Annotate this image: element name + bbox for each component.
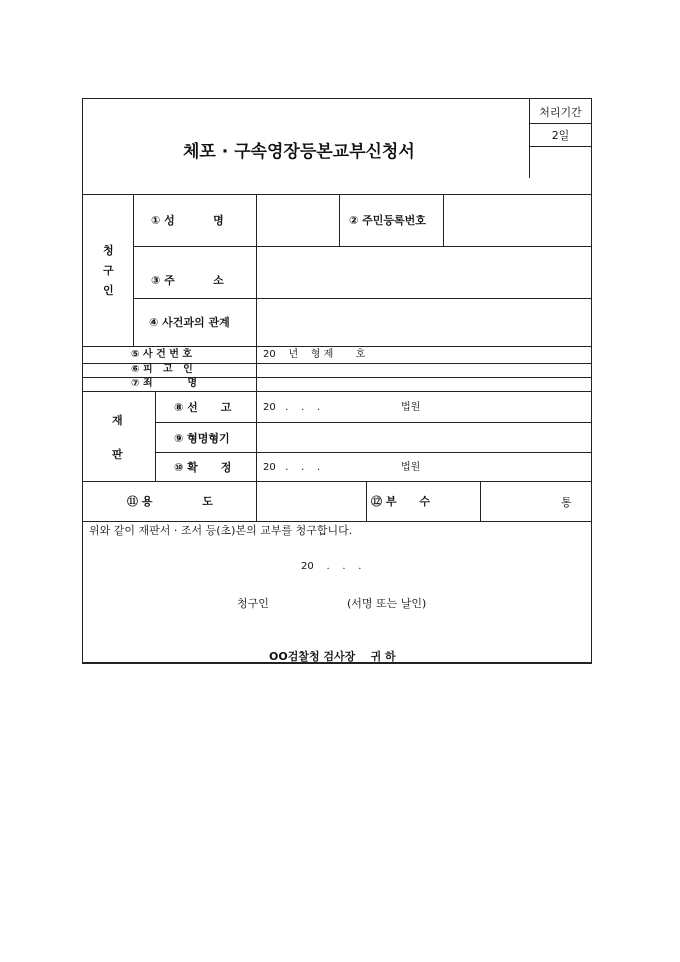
final-court-label: 법원 [401, 462, 421, 473]
processing-box-line [529, 146, 592, 147]
applicant-label-char: 구 [103, 264, 114, 277]
signature-label: 청구인 [237, 597, 269, 610]
signature-note: (서명 또는 날인) [347, 597, 427, 610]
trial-label-char: 판 [112, 448, 123, 461]
purpose-field[interactable] [257, 482, 366, 521]
copies-label: ⑫ 부 수 [371, 495, 431, 508]
name-field[interactable] [257, 195, 339, 246]
resident-number-label: ② 주민등록번호 [349, 214, 426, 227]
defendant-field[interactable] [257, 364, 592, 377]
grid-line [155, 391, 156, 481]
resident-number-field[interactable] [444, 195, 592, 246]
sentence-label: ⑧ 선 고 [174, 401, 232, 414]
signature-field[interactable] [285, 593, 345, 613]
penalty-field[interactable] [257, 423, 592, 452]
crime-label: ⑦ 죄 명 [131, 378, 198, 389]
grid-line [83, 346, 592, 347]
request-date: 20 . . . [301, 561, 362, 572]
grid-line [366, 481, 367, 521]
case-number-label: ⑤ 사 건 번 호 [131, 349, 193, 360]
sentence-date-value: 20 . . . [263, 402, 321, 413]
case-number-value: 20 년 형 제 호 [263, 349, 366, 360]
processing-box-line [529, 123, 592, 124]
final-judgment-label: ⑩ 확 정 [174, 461, 232, 474]
grid-line [83, 391, 592, 392]
applicant-label-char: 청 [103, 244, 114, 257]
crime-field[interactable] [257, 378, 592, 391]
final-date-value: 20 . . . [263, 462, 321, 473]
grid-line [339, 194, 340, 246]
penalty-label: ⑨ 형명형기 [174, 432, 230, 445]
grid-line [155, 452, 592, 453]
applicant-label-char: 인 [103, 284, 114, 297]
relation-field[interactable] [257, 299, 592, 346]
form-title: 체포 · 구속영장등본교부신청서 [183, 142, 415, 162]
copies-unit: 통 [561, 496, 572, 509]
address-field[interactable] [257, 247, 592, 298]
purpose-label: ⑪ 용 도 [127, 495, 213, 508]
grid-line [133, 194, 134, 346]
defendant-label: ⑥ 피 고 인 [131, 364, 193, 375]
application-form [82, 98, 592, 664]
copies-field[interactable] [481, 482, 592, 521]
name-label: ① 성 명 [151, 214, 224, 227]
request-statement: 위와 같이 재판서 · 조서 등(초)본의 교부를 청구합니다. [89, 524, 353, 537]
trial-label-char: 재 [112, 414, 123, 427]
address-label: ③ 주 소 [151, 274, 224, 287]
sentence-court-label: 법원 [401, 402, 421, 413]
grid-line [83, 521, 592, 522]
processing-period-label: 처리기간 [539, 106, 582, 119]
addressee: OO검찰청 검사장 귀 하 [269, 650, 396, 663]
processing-period-value: 2일 [551, 129, 570, 142]
relation-label: ④ 사건과의 관계 [149, 316, 230, 329]
